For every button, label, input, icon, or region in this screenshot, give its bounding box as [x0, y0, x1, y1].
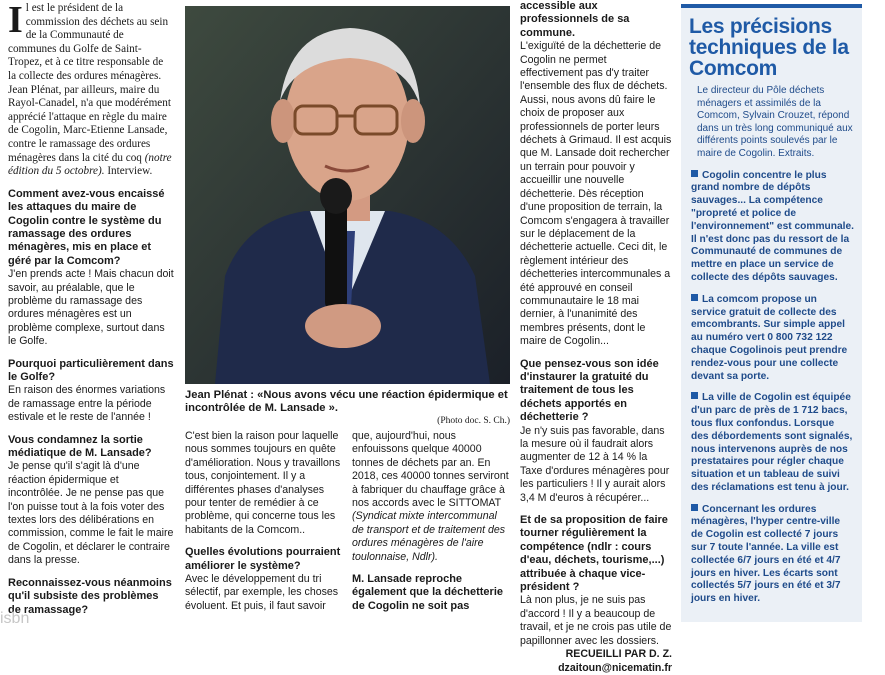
- question-5: Quelles évolutions pourraient améliorer le système?: [185, 546, 341, 572]
- column-4: [520, 0, 672, 675]
- column-3: [352, 430, 510, 613]
- sidebar-point: Concernant les ordures ménagères, l'hyper centre-ville de Cogolin est collecté 7 jours sur 7 toute l'année. La ville est collectée 6/7 jours en été et 4/7 jours en hiver. Les écarts sont collectés 5/7 jours en été et 3/7 jours en hiver.: [691, 503, 841, 605]
- question-6: M. Lansade reproche également que la déchetterie de Cogolin ne soit pas: [352, 573, 503, 612]
- intro-reference: (notre édition du 5 octobre).: [8, 151, 172, 178]
- question-8: Et de sa proposition de faire tourner régulièrement la compétence (ndlr : cours d'eau, déchets, tourisme,...) attribuée à chaque vice-président ?: [520, 514, 668, 594]
- sidebar-box: [681, 4, 862, 622]
- sidebar-point: La ville de Cogolin est équipée d'un parc de près de 1 712 bacs, tous flux confondus. Lorsque des débordements sont signalés, nous intervenons auprès de nos prestataires pour régler chaque situation et un tableau de suivi des réclamations est tenu à jour.: [691, 392, 853, 493]
- question-3: Vous condamnez la sortie médiatique de M. Lansade?: [8, 433, 152, 460]
- intro-paragraph: Il est le président de la commission des déchets au sein de la Communauté de communes du Golfe de Saint-Tropez, et à ce titre responsable de la collecte des ordures ménagères. Jean Plénat, par ailleurs, maire du Rayol-Canadel, n'a que modérément apprécié l'attaque en règle du maire de Cogolin, Marc-Etienne Lansade, contre le ramassage des ordures ménagères dans la cité du coq (notre édition du 5 octobre). Interview.: [8, 0, 172, 178]
- answer-2: En raison des énormes variations de ramassage entre la période estivale et le reste de l'année !: [8, 384, 166, 424]
- bullet-square-icon: [691, 294, 698, 301]
- answer-8: Là non plus, je ne suis pas d'accord ! Il y a beaucoup de travail, et je ne crois pas utile de papillonner avec les dossiers.: [520, 594, 672, 647]
- bullet-square-icon: [691, 504, 698, 511]
- watermark: isbn: [0, 610, 30, 627]
- interview-photo: [185, 6, 510, 384]
- sidebar-intro: Le directeur du Pôle déchets ménagers et assimilés de la Comcom, Sylvain Crouzet, répond dans un très long communiqué aux différents points soulevés par le maire de Cogolin. Extraits.: [697, 85, 853, 159]
- column-1: [8, 0, 174, 617]
- question-6-continued: accessible aux professionnels de sa commune.: [520, 0, 630, 39]
- question-4: Reconnaissez-vous néanmoins qu'il subsiste des problèmes de ramassage?: [8, 576, 172, 616]
- answer-5-continued: que, aujourd'hui, nous enfouissons quelque 40000 tonnes de déchets par an. En 2018, ces 40000 tonnes serviront à fabriquer du chauffage grâce à nos accords avec le SITTOMAT (Syndicat mixte intercommunal de transport et de traitement des ordures ménagères de l'aire toulonnaise, Ndlr).: [352, 430, 509, 563]
- sidebar-title: Les précisions techniques de la Comcom: [689, 15, 849, 80]
- answer-3: Je pense qu'il s'agit là d'une réaction épidermique et incontrôlée. Je ne pense pas que l'on puisse tout à la fois voter des textes lors des délibérations en commission, comme le fait le maire de Cogolin, et déclarer le contraire dans la presse.: [8, 460, 174, 567]
- column-2: [185, 430, 345, 613]
- portrait-illustration: [185, 6, 510, 384]
- question-7: Que pensez-vous son idée d'instaurer la gratuité du traitement de tous les déchets apportés en déchetterie ?: [520, 357, 659, 424]
- sidebar-point: Cogolin concentre le plus grand nombre de dépôts sauvages... La compétence "propreté et police de l'environnement" est communale. Il n'est donc pas du ressort de la Communauté de communes de mettre en place un service de collecte des dépôts sauvages.: [691, 169, 854, 283]
- author-email: dzaitoun@nicematin.fr: [558, 661, 672, 674]
- answer-1: J'en prends acte ! Mais chacun doit savoir, au préalable, que le problème du ramassage des ordures ménagères est un problème complexe, surtout dans le Golfe.: [8, 268, 174, 348]
- photo-credit: (Photo doc. S. Ch.): [437, 415, 510, 426]
- byline: RECUEILLI PAR D. Z.: [565, 648, 672, 661]
- answer-7: Je n'y suis pas favorable, dans la mesure où il faudrait alors augmenter de 12 à 14 % la Taxe d'ordures ménagères pour les particuliers ! Il y aurait alors 3,4 M d'euros à récupérer...: [520, 424, 670, 504]
- drop-cap: I: [8, 0, 23, 41]
- caption-text: Jean Plénat : «Nous avons vécu une réaction épidermique et incontrôlée de M. Lansade ».: [185, 389, 508, 415]
- question-2: Pourquoi particulièrement dans le Golfe?: [8, 357, 174, 383]
- bullet-square-icon: [691, 170, 698, 177]
- sidebar-point: La comcom propose un service gratuit de collecte des emcombrants. Sur simple appel au numéro vert 0 800 732 122 chaque Cogolinois peut prendre rendez-vous pour une collecte devant sa porte.: [691, 293, 848, 382]
- question-1: Comment avez-vous encaissé les attaques du maire de Cogolin contre le système du ramassage des ordures ménagères, mis en place et géré par la Comcom?: [8, 187, 165, 267]
- bullet-square-icon: [691, 392, 698, 399]
- photo-caption: [185, 389, 510, 426]
- answer-6: L'exiguïté de la déchetterie de Cogolin ne permet effectivement pas d'y traiter l'ensemble des flux de déchets. Aussi, nous avons dû faire le choix de proposer aux professionnels de porter leurs déchets à Grimaud. Il est acquis que M. Lansade doit rechercher un terrain pour pouvoir y accueillir une nouvelle déchetterie. Dès réception d'une proposition de terrain, la Comcom s'engagera à travailler sur le déplacement de la déchetterie actuelle. Ceci dit, le règlement intérieur des déchetteries intercommunales a été approuvé en conseil communautaire le 18 mai dernier, à l'unanimité des membres présents, dont le maire de Cogolin...: [520, 40, 672, 348]
- answer-5: Avec le développement du tri sélectif, par exemple, les choses évoluent. Et puis, il faut savoir: [185, 573, 339, 612]
- answer-4: C'est bien la raison pour laquelle nous sommes toujours en quête d'amélioration. Nous y travaillons tous, conjointement. Il y a différentes phases d'analyses pour tenter de remédier à ce problème, qui concerne tous les habitants de la Comcom..: [185, 430, 341, 536]
